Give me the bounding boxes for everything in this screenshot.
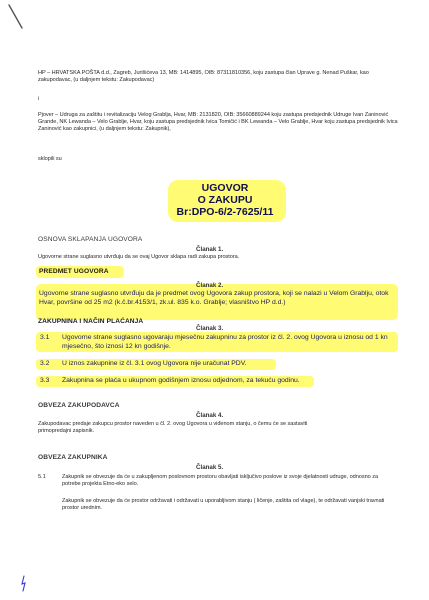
title-line-ugovor: UGOVOR (201, 182, 249, 194)
item-5-1-num: 5.1 (38, 474, 46, 480)
item-3-3-num: 3.3 (40, 377, 50, 384)
and-connector: i (38, 96, 40, 102)
title-line-o-zakupu: O ZAKUPU (197, 194, 253, 206)
section-heading-predmet: PREDMET UGOVORA (39, 268, 109, 275)
section-heading-zakupnina: ZAKUPNINA I NAČIN PLAĆANJA (38, 318, 144, 325)
pen-scribble-mark (6, 2, 28, 32)
concluded-text: sklopili su (38, 156, 62, 162)
party-zakupnik: Pjover – Udruga za zaštitu i revitalizaciju Velog Grablja, Hvar, MB: 2131820, OIB: 35660889244 koju zastupa predsjednik Udruge Ivan Zaninović Grande, NK Lewanda – Velo Grablje, Hvar, koju zastupa predsjednik Ivica Tomičić i BK Lewanda – Velo Grablje, Hvar koju zastupa predsjednik Ivica Zaninović kao zakupnici, (u daljnjem tekstu: Zakupnik), (38, 112, 398, 133)
section-heading-obveza-zakupnika: OBVEZA ZAKUPNIKA (38, 454, 108, 461)
contract-number: Br:DPO-6/2-7625/11 (176, 206, 274, 218)
article-3: Članak 3. (196, 325, 224, 332)
document-title (150, 182, 300, 218)
pen-mark-bottom (16, 574, 32, 594)
item-3-2-text: U iznos zakupnine iz čl. 3.1 ovog Ugovora nije uračunat PDV. (62, 360, 247, 367)
article-2: Članak 2. (196, 282, 224, 289)
item-3-2-num: 3.2 (40, 360, 50, 367)
item-3-3-text: Zakupnina se plaća u ukupnom godišnjem iznosu odjednom, za tekuću godinu. (62, 377, 300, 384)
section-heading-obveza-zakupodavca: OBVEZA ZAKUPODAVCA (38, 402, 120, 409)
article-2-text: Ugovorne strane suglasno utvrđuju da je predmet ovog Ugovora zakup prostora, koji se nalazi u Velom Grablju, otok Hvar, površine od 25 m2 (k.č.br.4153/1, zk.ul. 835 k.o. Grablje; vlasništvo HP d.d.) (39, 290, 389, 306)
article-5: Članak 5. (196, 464, 224, 471)
article-1: Članak 1. (196, 246, 224, 253)
party-zakupodavac: HP – HRVATSKA POŠTA d.d., Zagreb, Jurišićeva 13, MB: 1414895, OIB: 87311810356, koju zastupa član Uprave g. Nenad Puškar, kao zakupodavac, (u daljnjem tekstu: Zakupodavac) (38, 70, 369, 84)
article-5-text-2: Zakupnik se obvezuje da će prostor održavati i održavati u uporabljivom stanju ( ličenje, zaštita od vlage), te održavati vanjski travnati prostor urednim. (62, 498, 385, 512)
article-4: Članak 4. (196, 412, 224, 419)
article-4-text: Zakupodavac predaje zakupcu prostor naveden u čl. 2. ovog Ugovora u viđenom stanju, o čemu će se sastaviti primopredajni zapisnik. (38, 421, 308, 435)
item-3-1-num: 3.1 (40, 334, 50, 341)
article-5-text-1: Zakupnik se obvezuje da će u zakupljenom poslovnom prostoru obavljati isključivo poslove iz svoje djelatnosti udruge, odnosno za potrebe projekta Etno-eko selo. (62, 474, 379, 488)
section-heading-osnova: OSNOVA SKLAPANJA UGOVORA (38, 236, 143, 243)
article-1-text: Ugovorne strane suglasno utvrđuju da se ovaj Ugovor sklapa radi zakupa prostora. (38, 254, 240, 260)
item-3-1-text: Ugovorne strane suglasno ugovaraju mjesečnu zakupninu za prostor iz čl. 2. ovog Ugovora u iznosu od 1 kn mjesečno, što iznosi 12 kn godišnje. (62, 334, 388, 350)
